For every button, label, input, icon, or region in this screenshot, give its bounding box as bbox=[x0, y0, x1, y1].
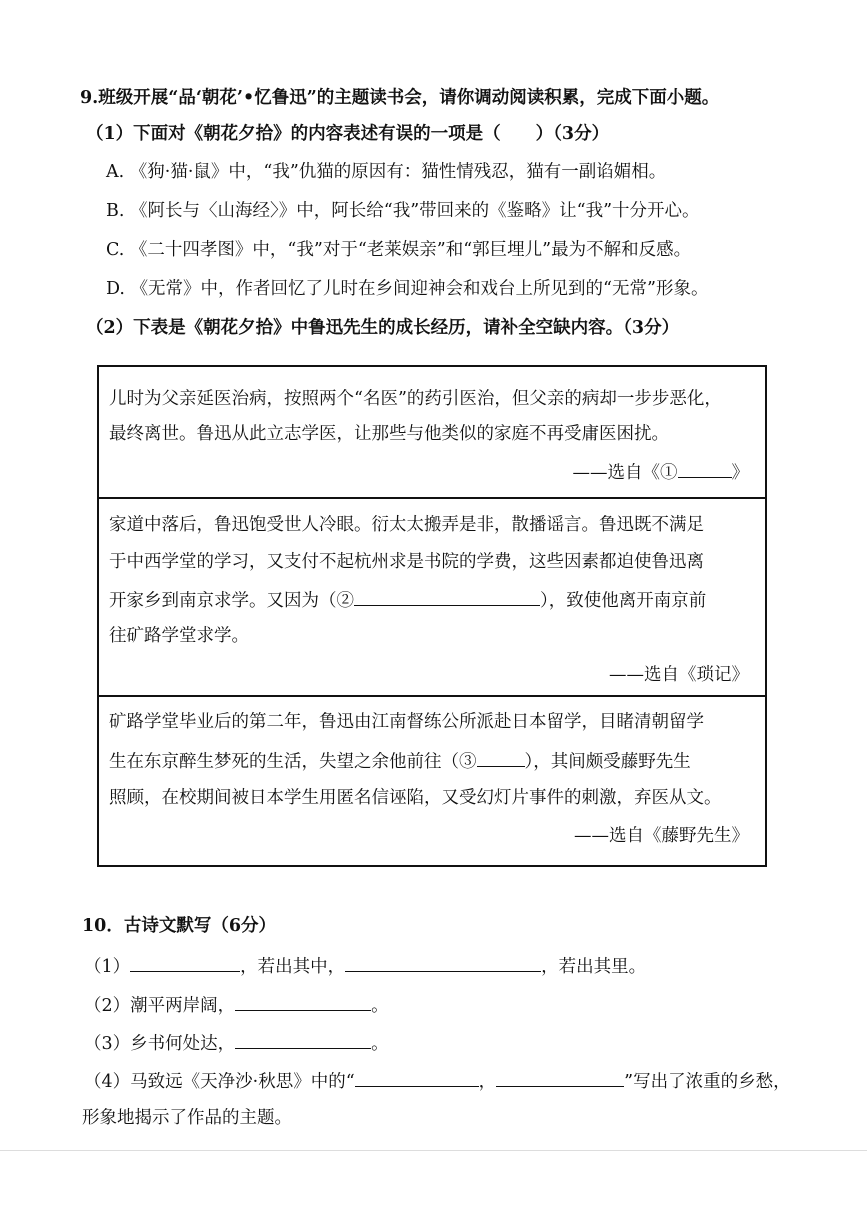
row-text: 于中西学堂的学习，又支付不起杭州求是书院的学费，这些因素都迫使鲁迅离 bbox=[109, 552, 704, 572]
row-text-part: 生在东京醉生梦死的生活，失望之余他前往（③ bbox=[109, 752, 477, 772]
item-text: ，若出其中， bbox=[240, 957, 346, 977]
row-text: 家道中落后，鲁迅饱受世人冷眼。衍太太搬弄是非，散播谣言。鲁迅既不满足 bbox=[109, 515, 704, 535]
poem-blank-1b[interactable] bbox=[345, 953, 541, 972]
option-d[interactable] bbox=[106, 277, 708, 301]
poem-item-1 bbox=[84, 953, 646, 979]
item-text: ”写出了浓重的乡愁， bbox=[624, 1072, 791, 1092]
blank-3[interactable] bbox=[477, 748, 525, 767]
row-source: ——选自《琐记》 bbox=[609, 665, 749, 685]
option-text: 《狗·猫·鼠》中，“我”仇猫的原因有：猫性情残忍，猫有一副谄媚相。 bbox=[129, 162, 667, 182]
item-text: 。 bbox=[371, 996, 389, 1016]
item-text: 乡书何处达， bbox=[130, 1034, 236, 1054]
option-letter: A. bbox=[106, 162, 125, 182]
source-prefix: ——选自《① bbox=[572, 463, 678, 483]
poem-item-4 bbox=[84, 1068, 791, 1094]
poem-blank-4a[interactable] bbox=[355, 1068, 479, 1087]
item-text: ，若出其里。 bbox=[541, 957, 647, 977]
option-text: 《无常》中，作者回忆了儿时在乡间迎神会和戏台上所见到的“无常”形象。 bbox=[130, 279, 709, 299]
option-c[interactable] bbox=[106, 238, 691, 262]
row-text-with-blank bbox=[109, 587, 706, 613]
table-row bbox=[99, 497, 765, 695]
row-text: 矿路学堂毕业后的第二年，鲁迅由江南督练公所派赴日本留学，目睹清朝留学 bbox=[109, 712, 704, 732]
q9-part1-prompt: （1）下面对《朝花夕拾》的内容表述有误的一项是（ ）（3分） bbox=[86, 124, 610, 144]
row-text-with-blank bbox=[109, 748, 691, 774]
item-text: 潮平两岸阔， bbox=[130, 996, 236, 1016]
item-text: 马致远《天净沙·秋思》中的“ bbox=[130, 1072, 355, 1092]
poem-blank-1a[interactable] bbox=[130, 953, 240, 972]
q10-title: 10．古诗文默写（6分） bbox=[82, 916, 277, 936]
item-text: ， bbox=[478, 1072, 497, 1092]
option-text: 《二十四孝图》中，“我”对于“老莱娱亲”和“郭巨埋儿”最为不解和反感。 bbox=[129, 240, 692, 260]
q9-part2-prompt: （2）下表是《朝花夕拾》中鲁迅先生的成长经历，请补全空缺内容。（3分） bbox=[86, 318, 680, 338]
option-b[interactable] bbox=[106, 199, 700, 223]
row-text-part: ），致使他离开南京前 bbox=[540, 591, 707, 611]
poem-blank-3[interactable] bbox=[235, 1030, 371, 1049]
growth-table bbox=[97, 365, 767, 867]
row-text: 往矿路学堂求学。 bbox=[109, 626, 249, 646]
option-a[interactable] bbox=[106, 160, 666, 184]
item-label: （3） bbox=[84, 1034, 131, 1054]
poem-item-4-tail: 形象地揭示了作品的主题。 bbox=[82, 1108, 292, 1128]
source-suffix: 》 bbox=[731, 463, 749, 483]
row-text: 儿时为父亲延医治病，按照两个“名医”的药引医治，但父亲的病却一步步恶化， bbox=[109, 389, 722, 409]
poem-item-3 bbox=[84, 1030, 389, 1056]
option-letter: D. bbox=[106, 279, 125, 299]
row-source bbox=[573, 459, 750, 485]
table-row bbox=[99, 367, 765, 497]
blank-1[interactable] bbox=[678, 459, 732, 478]
poem-blank-4b[interactable] bbox=[496, 1068, 624, 1087]
row-text-part: 开家乡到南京求学。又因为（② bbox=[109, 591, 354, 611]
page-divider bbox=[0, 1150, 867, 1151]
poem-item-2 bbox=[84, 992, 389, 1018]
row-text: 照顾，在校期间被日本学生用匿名信诬陷，又受幻灯片事件的刺激，弃医从文。 bbox=[109, 788, 722, 808]
item-label: （4） bbox=[84, 1072, 131, 1092]
row-source: ——选自《藤野先生》 bbox=[574, 826, 749, 846]
poem-blank-2[interactable] bbox=[235, 992, 371, 1011]
item-text: 。 bbox=[371, 1034, 389, 1054]
item-label: （1） bbox=[84, 957, 131, 977]
q9-stem: 9.班级开展“品‘朝花’•忆鲁迅”的主题读书会，请你调动阅读积累，完成下面小题。 bbox=[80, 88, 720, 108]
option-letter: B. bbox=[106, 201, 125, 221]
blank-2[interactable] bbox=[354, 587, 540, 606]
row-text: 最终离世。鲁迅从此立志学医，让那些与他类似的家庭不再受庸医困扰。 bbox=[109, 424, 669, 444]
row-text-part: ），其间颇受藤野先生 bbox=[524, 752, 691, 772]
option-text: 《阿长与〈山海经〉》中，阿长给“我”带回来的《鉴略》让“我”十分开心。 bbox=[130, 201, 700, 221]
option-letter: C. bbox=[106, 240, 125, 260]
table-row bbox=[99, 695, 765, 867]
item-label: （2） bbox=[84, 996, 131, 1016]
